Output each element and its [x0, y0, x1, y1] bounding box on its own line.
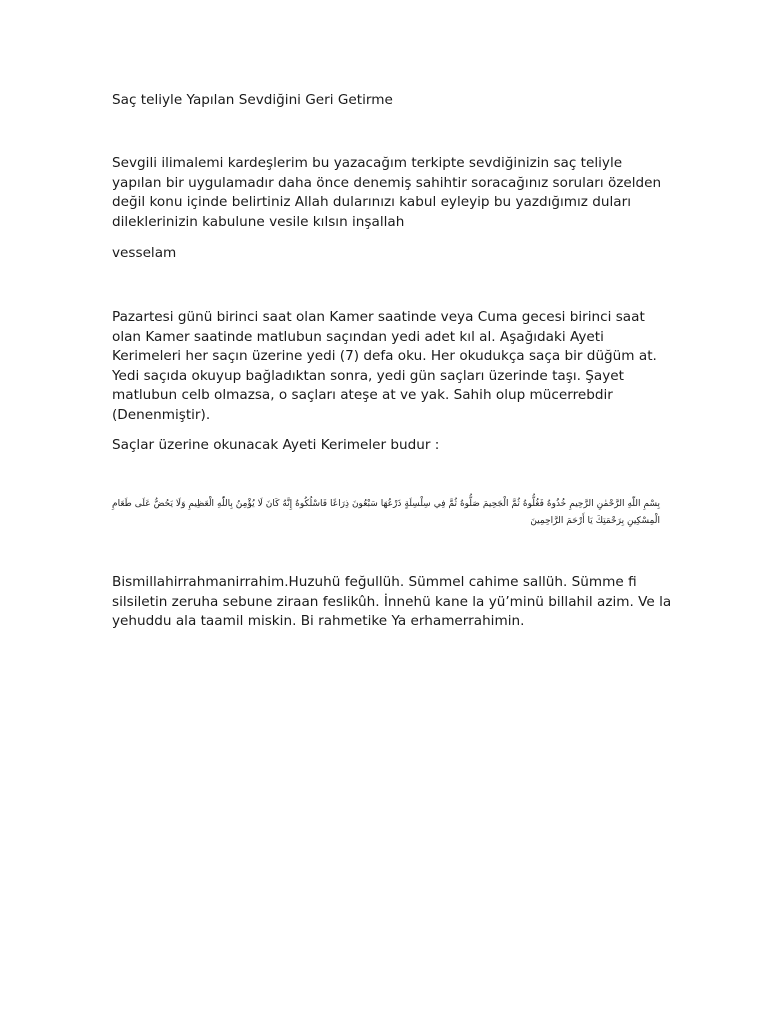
instructions-paragraph: Pazartesi günü birinci saat olan Kamer saatinde veya Cuma gecesi birinci saat olan Kamer saatinde matlubun saçından yedi adet kıl al. Aşağıdaki Ayeti Kerimeleri her saçın üzerine yedi (7) defa oku. Her okudukça saça bir düğüm at. Yedi saçıda okuyup bağladıktan sonra, yedi gün saçları üzerinde taşı. Şayet matlubun celb olmazsa, o saçları ateşe at ve yak. Sahih olup mücerrebdir (Denenmiştir).	[112, 309, 657, 423]
transliteration-paragraph: Bismillahirrahmanirrahim.Huzuhü feğullüh. Sümmel cahime sallüh. Sümme fi silsiletin zeruha sebune ziraan feslikûh. İnnehü kane la yü’minü billahil azim. Ve la yehuddu ala taamil miskin. Bi rahmetike Ya erhamerrahimin.	[112, 574, 672, 629]
arabic-verses: بِسْمِ اللّٰهِ الرَّحْمٰنِ الرَّحِيمِ خُذُوهُ فَغُلُّوهُ ثُمَّ الْجَحِيمَ صَلُّوهُ ثُمَّ فِي سِلْسِلَةٍ ذَرْعُهَا سَبْعُونَ ذِرَاعًا فَاسْلُكُوهُ إِنَّهُ كَانَ لَا يُؤْمِنُ بِاللّٰهِ الْعَظِيمِ وَلَا يَحُضُّ عَلَى طَعَامِ الْمِسْكِينِ بِرَحْمَتِكَ يَا أَرْحَمَ الرَّاحِمِينَ	[112, 499, 660, 526]
document-title: Saç teliyle Yapılan Sevdiğini Geri Getirme	[112, 92, 393, 108]
closing-word: vesselam	[112, 245, 177, 261]
verses-heading: Saçlar üzerine okunacak Ayeti Kerimeler budur :	[112, 437, 440, 453]
intro-paragraph: Sevgili ilimalemi kardeşlerim bu yazacağım terkipte sevdiğinizin saç teliyle yapılan bir uygulamadır daha önce denemiş sahihtir soracağınız soruları özelden değil konu içinde belirtiniz Allah dularınızı kabul eyleyip bu yazdığımız duları dileklerinizin kabulune vesile kılsın inşallah	[112, 155, 662, 230]
